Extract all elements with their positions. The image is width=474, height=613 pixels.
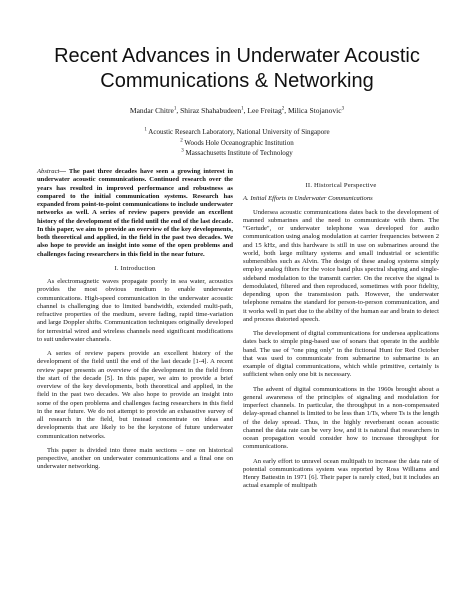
paper-title [20,44,454,94]
right-column [243,168,439,497]
title-line-1: Recent Advances in Underwater Acoustic [54,45,420,67]
title-line-2: Communications & Networking [100,70,374,92]
paragraph: Undersea acoustic communications dates back to the development of manned submarines and the need to communicate with them. The "Gertude", or underwater telephone was developed for audio communication using analog modulation at carrier frequencies between 2 and 15 kHz, and this hardware is still in use on submarines around the world, both large military systems and small industrial or scientific submersibles such as Alvin. The design of these analog systems simply employ analog filters for the voice band plus spectral shaping and single-sideband modulation to the transmit carrier. On the receive the signal is demodulated, filtered and then reproduced, sometimes with poor fidelity, depending upon the transmission path. However, the underwater telephone remains the standard for person-to-person communication, and it works well in part due to the ability of the human ear and brain to detect and process distorted speech. [243,208,439,323]
author-sup: 1 [173,106,177,112]
subsection-heading: A. Initial Efforts in Underwater Communications [243,195,373,203]
affiliation-text: Acoustic Research Laboratory, National University of Singapore [148,128,330,136]
author-name: Shiraz Shahabudeen [180,106,242,115]
affiliation-sup: 1 [144,127,147,133]
section-heading-introduction: I. Introduction [114,264,156,272]
abstract [37,168,233,259]
left-column [37,168,233,478]
author-list: Mandar Chitre$^1$, Shiraz Shahabudeen$^1$, Lee Freitag$^2$, Milica Stojanovic$^3$ [129,106,345,115]
abstract-label: Abstract [37,168,60,175]
paragraph: The development of digital communications for undersea applications dates back to simple ping-based use of sonars that operate in the audible band. The use of "one ping only" in the fictional Hunt for Red October that was used to communicate from submarine to submarine is an example of digital communications, which while primitive, certainly is sufficient when only one bit is necessary. [243,330,439,379]
affiliation-list [20,127,454,159]
author-name: Lee Freitag [247,106,282,115]
paragraph: A series of review papers provide an excellent history of the development of the field until the end of the last decade [1-4]. A recent review paper presents an overview of the development in the field from the start of the decade [5]. In this paper, we aim to provide a brief overview of the key developments, both theoretical and applied, in the field in the past two decades. We also hope to provide an insight into some of the open problems and challenges facing researchers in this field in the near future. We do not attempt to provide an exhaustive survey of all research in the field, but instead concentrate on ideas and developments that are likely to be the keystone of future underwater communication networks. [37,350,233,440]
affiliation [20,127,454,138]
affiliation-sup: 2 [180,138,183,144]
affiliation [20,138,454,149]
paragraph: This paper is divided into three main sections – one on historical perspective, another on underwater communications and a final one on underwater networking. [37,446,233,471]
author-sup: 2 [281,106,285,112]
affiliation-text: Woods Hole Oceanographic Institution [184,138,294,147]
author-sup: 3 [341,106,345,112]
paragraph: An early effort to unravel ocean multipath to increase the data rate of potential communications system was reported by Ross Williams and Henry Battestin in 1971 [6]. Their paper is rarely cited, but it includes an actual example of multipath [243,457,439,490]
paragraph: As electromagnetic waves propagate poorly in sea water, acoustics provides the most obvious medium to enable underwater communications. High-speed communication in the underwater acoustic channel is challenging due to limited bandwidth, extended multi-path, refractive properties of the medium, severe fading, rapid time-variation and large Doppler shifts. Communication techniques originally developed for terrestrial wired and wireless channels need significant modifications to suit underwater channels. [37,278,233,343]
author-name: Milica Stojanovic [288,106,342,115]
author-name: Mandar Chitre [129,106,174,115]
section-heading-historical: II. Historical Perspective [305,182,377,189]
affiliation [20,148,454,159]
affiliation-text: Massachusetts Institute of Technology [185,149,293,157]
affiliation-sup: 3 [181,148,184,154]
abstract-text: — The past three decades have seen a growing interest in underwater acoustic communications. Continued research over the years has resulted in improved performance and robustness as compared to the initial communication systems. Research has expanded from point-to-point communications to include underwater networks as well. A series of review papers provide an excellent history of the development of the field until the end of the last decade. In this paper, we aim to provide an overview of the key developments, both theoretical and applied, in the field in the past two decades. We also hope to provide an insight into some of the open problems and challenges facing researchers in this field in the near future. [37,168,233,258]
paragraph: The advent of digital communications in the 1960s brought about a general awareness of the principles of signaling and modulation for imperfect channels. In particular, the throughput in a non-compensated delay-spread channel is limited to be less than 1/Ts, where Ts is the length of the delay spread. Thus, in the highly reverberant ocean acoustic channel the data rate can be very low, and it is natural that researchers in ocean propagation would consider how to increase throughput for communications. [243,385,439,451]
author-sup: 1 [241,106,244,112]
